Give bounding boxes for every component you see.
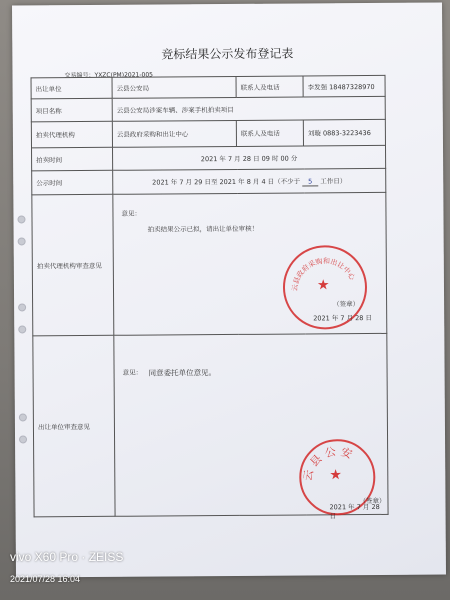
table-row — [31, 96, 385, 121]
transaction-number-label: 交易编号： — [64, 71, 95, 80]
publicity-time-value — [113, 168, 386, 194]
table-row — [32, 168, 386, 194]
unit-value: 云县公安局 — [112, 76, 236, 98]
agency-opinion-cell — [113, 192, 387, 335]
binding-hole — [18, 237, 26, 245]
agency-label: 拍卖代理机构 — [31, 121, 112, 148]
table-row — [32, 192, 387, 335]
agency-value: 云县政府采购和出让中心 — [112, 120, 236, 147]
unit-seal-note: （签章） — [359, 496, 386, 506]
agency-seal-note: （签章） — [333, 300, 360, 309]
seal-star-icon: ★ — [316, 277, 330, 294]
binding-hole — [17, 215, 25, 223]
binding-hole — [18, 325, 26, 333]
agency-opinion-date: 2021 年 7 月 28 日 — [313, 314, 373, 323]
camera-watermark: vivo X60 Pro · ZEISS — [10, 550, 124, 564]
table-row — [31, 75, 385, 98]
unit-opinion-cell — [114, 333, 388, 521]
seal-star-icon: ★ — [329, 467, 342, 484]
unit-opinion-text: 同意委托单位意见。 — [148, 368, 217, 378]
timestamp-watermark: 2021/07/28 16:04 — [10, 574, 81, 584]
table-row — [33, 333, 388, 516]
svg-text:云 县 公 安 — [301, 444, 354, 482]
registration-table — [31, 75, 389, 521]
binding-hole — [19, 435, 27, 443]
unit-opinion-heading: 意见： — [122, 368, 143, 377]
agency-opinion-heading: 意见： — [121, 209, 141, 218]
unit-opinion-date: 2021 年 7 月 28 日 — [329, 502, 380, 521]
document-sheet — [12, 3, 446, 578]
binding-hole — [18, 303, 26, 311]
document-title: 竞标结果公示发布登记表 — [161, 46, 294, 62]
unit-contact-label: 联系人及电话 — [236, 76, 303, 97]
auction-time-label: 拍卖时间 — [32, 147, 113, 171]
binding-holes — [16, 5, 30, 577]
binding-hole — [19, 413, 27, 421]
agency-opinion-box — [117, 193, 382, 335]
agency-contact-value: 刘璇 0883-3223436 — [303, 119, 385, 146]
publicity-time-range: 2021 年 7 月 29 日至 2021 年 8 月 4 日（不少于 — [152, 177, 301, 187]
unit-label: 出让单位 — [31, 77, 112, 99]
agency-contact-label: 联系人及电话 — [236, 120, 303, 146]
agency-seal-text: 云县政府采购和出让中心 — [290, 257, 357, 292]
publicity-time-suffix: 工作日） — [320, 176, 347, 185]
agency-opinion-text: 拍卖结果公示已拟，请出让单位审核！ — [147, 224, 259, 234]
table-row — [31, 119, 385, 147]
publicity-time-label: 公示时间 — [32, 170, 113, 195]
unit-contact-value: 李发强 18487328970 — [303, 75, 385, 97]
project-label: 项目名称 — [31, 98, 112, 122]
unit-seal-text: 云 县 公 安 — [301, 444, 354, 483]
publicity-days-handwritten: 5 — [302, 177, 318, 186]
unit-opinion-label: 出让单位审查意见 — [33, 335, 115, 517]
agency-opinion-label: 拍卖代理机构审查意见 — [32, 194, 114, 336]
unit-opinion-box — [118, 334, 386, 521]
table-row — [32, 145, 386, 170]
auction-time-value: 2021 年 7 月 28 日 09 时 00 分 — [113, 145, 386, 170]
project-value: 云县公安局涉案车辆、涉案手机拍卖项目 — [112, 96, 385, 121]
transaction-number-value: YXZC(PM)2021-005 — [94, 71, 153, 79]
